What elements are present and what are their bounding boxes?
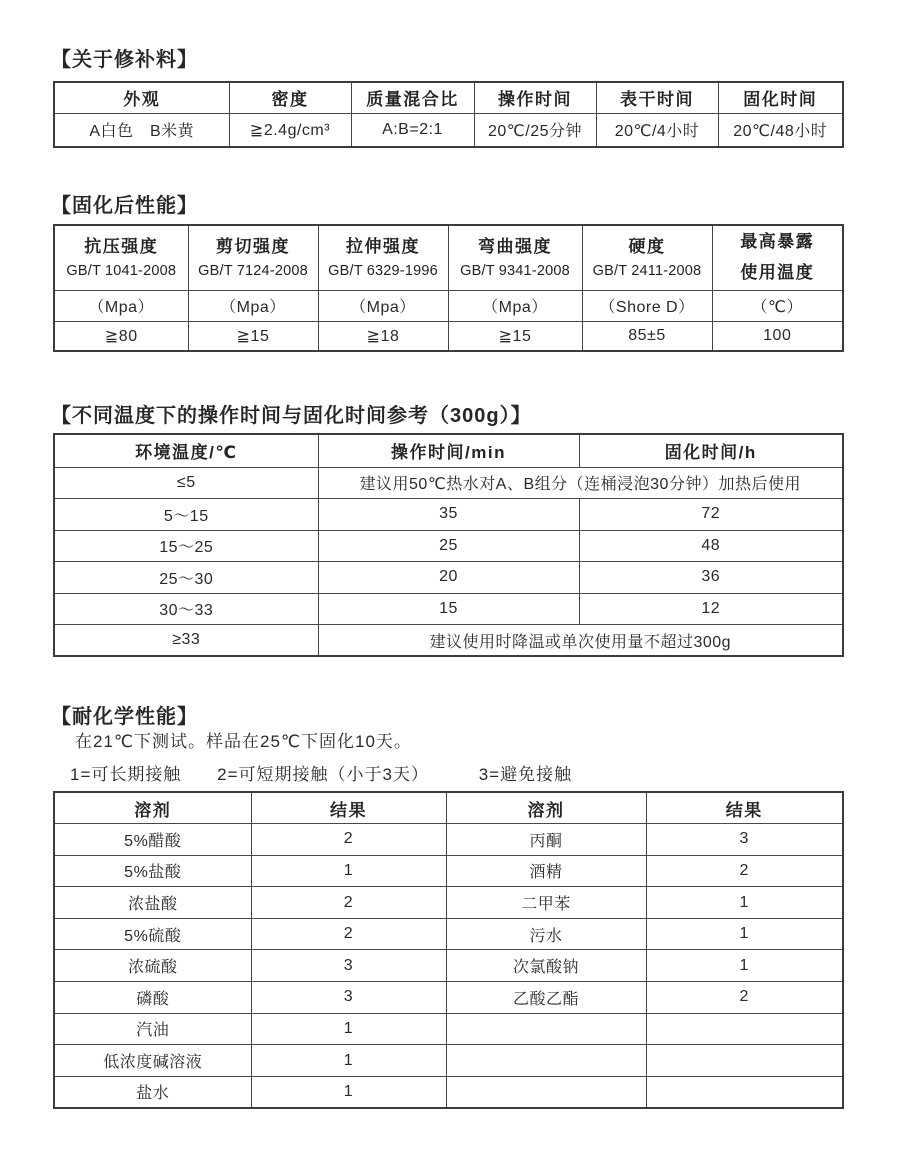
header-mix-ratio: 质量混合比 bbox=[351, 82, 474, 113]
property-name: 剪切强度 bbox=[216, 236, 290, 256]
solvent-cell: 次氯酸钠 bbox=[446, 950, 646, 982]
unit-cell: （Mpa） bbox=[318, 290, 448, 321]
property-name: 硬度 bbox=[628, 236, 666, 256]
header-flexural-strength bbox=[448, 225, 582, 290]
cell-tack-free-time: 20℃/4小时 bbox=[596, 113, 718, 147]
chemical-header-row bbox=[54, 792, 843, 824]
solvent-cell: 二甲苯 bbox=[446, 887, 646, 919]
header-result-left: 结果 bbox=[251, 792, 446, 824]
temperature-range-cell: ≤5 bbox=[54, 467, 318, 499]
repair-material-value-row bbox=[54, 113, 843, 147]
header-solvent-right: 溶剂 bbox=[446, 792, 646, 824]
result-cell: 2 bbox=[646, 855, 843, 887]
temperature-row bbox=[54, 593, 843, 625]
result-cell: 1 bbox=[646, 918, 843, 950]
temperature-row bbox=[54, 467, 843, 499]
value-cell: 100 bbox=[712, 321, 843, 351]
header-compressive-strength bbox=[54, 225, 188, 290]
solvent-cell: 丙酮 bbox=[446, 824, 646, 856]
cured-performance-table bbox=[53, 224, 844, 352]
solvent-cell bbox=[446, 1045, 646, 1077]
working-time-cell: 15 bbox=[318, 593, 579, 625]
temperature-range-cell: 5～15 bbox=[54, 499, 318, 531]
header-working-time-min: 操作时间/min bbox=[318, 434, 579, 467]
temperature-row bbox=[54, 530, 843, 562]
header-density: 密度 bbox=[229, 82, 351, 113]
cure-time-cell: 72 bbox=[579, 499, 843, 531]
temperature-range-cell: ≥33 bbox=[54, 625, 318, 657]
unit-cell: （Mpa） bbox=[188, 290, 318, 321]
solvent-cell: 汽油 bbox=[54, 1013, 251, 1045]
solvent-cell: 低浓度碱溶液 bbox=[54, 1045, 251, 1077]
temperature-reference-table bbox=[53, 433, 844, 657]
repair-material-header-row bbox=[54, 82, 843, 113]
result-cell: 1 bbox=[251, 855, 446, 887]
chemical-row bbox=[54, 1013, 843, 1045]
chemical-row bbox=[54, 887, 843, 919]
header-working-time: 操作时间 bbox=[474, 82, 596, 113]
chemical-row bbox=[54, 982, 843, 1014]
unit-cell: （℃） bbox=[712, 290, 843, 321]
cell-appearance: A白色 B米黄 bbox=[54, 113, 229, 147]
cured-performance-value-row bbox=[54, 321, 843, 351]
result-cell bbox=[646, 1076, 843, 1108]
advice-note-cell: 建议用50℃热水对A、B组分（连桶浸泡30分钟）加热后使用 bbox=[318, 467, 843, 499]
header-cure-time-h: 固化时间/h bbox=[579, 434, 843, 467]
solvent-cell: 浓盐酸 bbox=[54, 887, 251, 919]
property-name-line2: 使用温度 bbox=[740, 263, 815, 283]
chemical-resistance-table bbox=[53, 791, 844, 1109]
property-name: 抗压强度 bbox=[84, 236, 159, 256]
result-cell: 2 bbox=[251, 887, 446, 919]
header-tensile-strength bbox=[318, 225, 448, 290]
chemical-row bbox=[54, 950, 843, 982]
test-standard: GB/T 2411-2008 bbox=[592, 262, 702, 279]
value-cell: ≧15 bbox=[188, 321, 318, 351]
unit-cell: （Shore D） bbox=[582, 290, 712, 321]
header-cure-time: 固化时间 bbox=[718, 82, 843, 113]
result-cell: 3 bbox=[251, 950, 446, 982]
solvent-cell: 酒精 bbox=[446, 855, 646, 887]
result-cell: 1 bbox=[251, 1013, 446, 1045]
legend-item-short-term: 2=可短期接触（小于3天） bbox=[217, 765, 429, 784]
solvent-cell: 5%醋酸 bbox=[54, 824, 251, 856]
property-name: 拉伸强度 bbox=[346, 236, 420, 256]
solvent-cell: 磷酸 bbox=[54, 982, 251, 1014]
temperature-header-row bbox=[54, 434, 843, 467]
temperature-row bbox=[54, 499, 843, 531]
value-cell: ≧80 bbox=[54, 321, 188, 351]
header-ambient-temperature: 环境温度/℃ bbox=[54, 434, 318, 467]
unit-cell: （Mpa） bbox=[448, 290, 582, 321]
working-time-cell: 35 bbox=[318, 499, 579, 531]
solvent-cell: 5%盐酸 bbox=[54, 855, 251, 887]
test-standard: GB/T 7124-2008 bbox=[198, 262, 308, 279]
cell-cure-time: 20℃/48小时 bbox=[718, 113, 843, 147]
value-cell: ≧15 bbox=[448, 321, 582, 351]
cell-mix-ratio: A:B=2:1 bbox=[351, 113, 474, 147]
value-cell: ≧18 bbox=[318, 321, 448, 351]
solvent-cell: 浓硫酸 bbox=[54, 950, 251, 982]
result-cell: 2 bbox=[251, 824, 446, 856]
cell-working-time: 20℃/25分钟 bbox=[474, 113, 596, 147]
section-title-chemical-resistance: 【耐化学性能】 bbox=[51, 706, 198, 728]
result-cell: 2 bbox=[646, 982, 843, 1014]
working-time-cell: 25 bbox=[318, 530, 579, 562]
result-cell: 2 bbox=[251, 918, 446, 950]
header-hardness bbox=[582, 225, 712, 290]
header-max-exposure-temperature bbox=[712, 225, 843, 290]
section-title-temperature-reference: 【不同温度下的操作时间与固化时间参考（300g）】 bbox=[51, 405, 532, 427]
cell-density: ≧2.4g/cm³ bbox=[229, 113, 351, 147]
cured-performance-unit-row bbox=[54, 290, 843, 321]
cure-time-cell: 36 bbox=[579, 562, 843, 594]
solvent-cell bbox=[446, 1013, 646, 1045]
legend-item-long-term: 1=可长期接触 bbox=[70, 765, 182, 784]
cured-performance-header-row bbox=[54, 225, 843, 290]
temperature-range-cell: 25～30 bbox=[54, 562, 318, 594]
advice-note-cell: 建议使用时降温或单次使用量不超过300g bbox=[318, 625, 843, 657]
unit-cell: （Mpa） bbox=[54, 290, 188, 321]
section-title-repair-material: 【关于修补料】 bbox=[51, 49, 198, 71]
header-tack-free-time: 表干时间 bbox=[596, 82, 718, 113]
header-shear-strength bbox=[188, 225, 318, 290]
temperature-row bbox=[54, 562, 843, 594]
header-solvent-left: 溶剂 bbox=[54, 792, 251, 824]
solvent-cell: 乙酸乙酯 bbox=[446, 982, 646, 1014]
solvent-cell: 盐水 bbox=[54, 1076, 251, 1108]
chemical-row bbox=[54, 824, 843, 856]
result-cell: 1 bbox=[251, 1045, 446, 1077]
rating-legend bbox=[70, 760, 572, 785]
temperature-range-cell: 30～33 bbox=[54, 593, 318, 625]
test-condition-note: 在21℃下测试。样品在25℃下固化10天。 bbox=[75, 732, 412, 751]
result-cell bbox=[646, 1013, 843, 1045]
result-cell: 3 bbox=[646, 824, 843, 856]
chemical-row bbox=[54, 1045, 843, 1077]
chemical-row bbox=[54, 1076, 843, 1108]
result-cell: 1 bbox=[646, 950, 843, 982]
result-cell: 1 bbox=[251, 1076, 446, 1108]
temperature-row bbox=[54, 625, 843, 657]
test-standard: GB/T 1041-2008 bbox=[66, 262, 177, 279]
section-title-cured-performance: 【固化后性能】 bbox=[51, 195, 198, 217]
value-cell: 85±5 bbox=[582, 321, 712, 351]
cure-time-cell: 12 bbox=[579, 593, 843, 625]
header-result-right: 结果 bbox=[646, 792, 843, 824]
result-cell: 3 bbox=[251, 982, 446, 1014]
working-time-cell: 20 bbox=[318, 562, 579, 594]
temperature-range-cell: 15～25 bbox=[54, 530, 318, 562]
solvent-cell: 污水 bbox=[446, 918, 646, 950]
chemical-row bbox=[54, 918, 843, 950]
result-cell bbox=[646, 1045, 843, 1077]
repair-material-table bbox=[53, 81, 844, 148]
header-appearance: 外观 bbox=[54, 82, 229, 113]
chemical-row bbox=[54, 855, 843, 887]
solvent-cell: 5%硫酸 bbox=[54, 918, 251, 950]
legend-item-avoid: 3=避免接触 bbox=[478, 765, 573, 784]
test-standard: GB/T 9341-2008 bbox=[460, 262, 570, 279]
cure-time-cell: 48 bbox=[579, 530, 843, 562]
property-name: 弯曲强度 bbox=[478, 236, 552, 256]
property-name: 最高暴露 bbox=[740, 232, 815, 252]
solvent-cell bbox=[446, 1076, 646, 1108]
result-cell: 1 bbox=[646, 887, 843, 919]
test-standard: GB/T 6329-1996 bbox=[328, 262, 438, 279]
